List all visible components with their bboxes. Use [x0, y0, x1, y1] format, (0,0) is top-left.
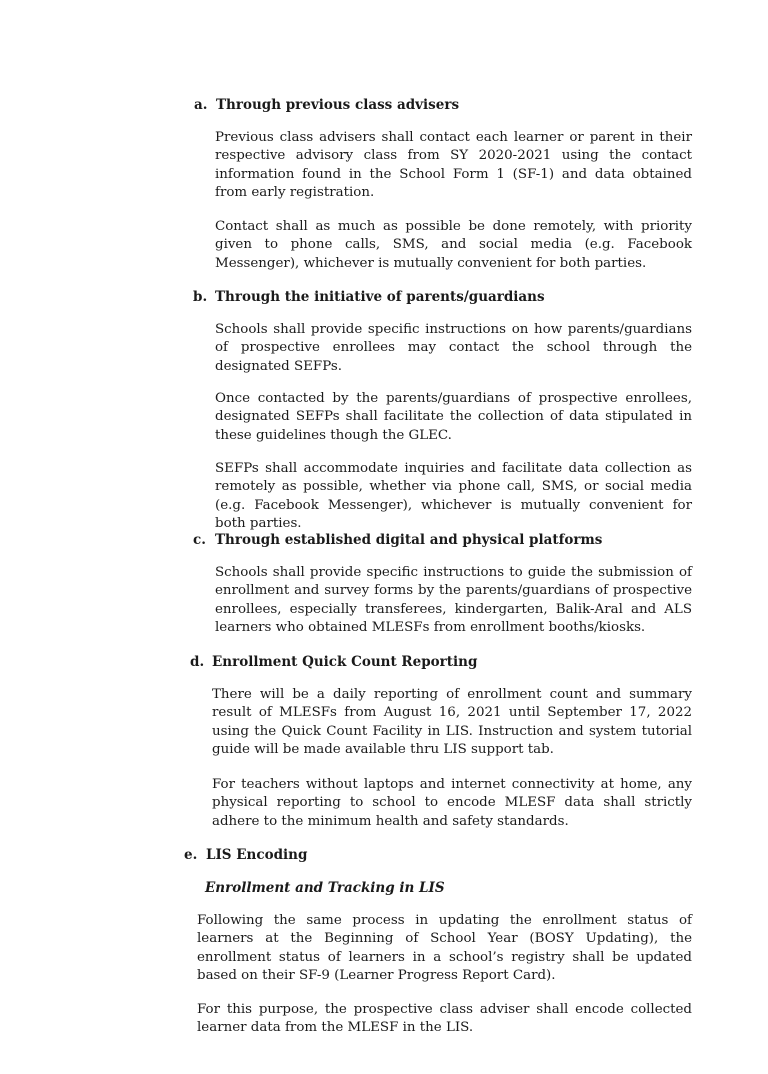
section-c-title: Through established digital and physical platforms — [215, 532, 603, 548]
section-b-paragraph-2: Once contacted by the parents/guardians of prospective enrollees, designated SEFPs shall facilitate the collection of data stipulated in these guidelines though the GLEC. — [215, 391, 692, 443]
section-d-heading — [190, 654, 477, 670]
section-c-letter: c. — [193, 532, 206, 548]
section-b-heading — [193, 289, 545, 305]
section-e-subtitle: Enrollment and Tracking in LIS — [205, 880, 445, 896]
section-b-paragraph-1: Schools shall provide specific instructions on how parents/guardians of prospective enrollees may contact the school through the designated SEFPs. — [215, 322, 692, 374]
section-d-letter: d. — [190, 654, 205, 670]
section-a-title: Through previous class advisers — [216, 97, 460, 113]
section-a-heading — [194, 97, 459, 113]
section-b-paragraph-3: SEFPs shall accommodate inquiries and facilitate data collection as remotely as possible, whether via phone call, SMS, or social media (e.g. Facebook Messenger), whichever is mutually convenient for both parties. — [215, 461, 692, 532]
section-a-paragraph-1: Previous class advisers shall contact each learner or parent in their respective advisory class from SY 2020-2021 using the contact information found in the School Form 1 (SF-1) and data obtained from early registration. — [215, 130, 692, 201]
section-a-letter: a. — [194, 97, 208, 113]
section-c-paragraph-1: Schools shall provide specific instructions to guide the submission of enrollment and survey forms by the parents/guardians of prospective enrollees, especially transferees, kindergarten, Balik-Aral and ALS learners who obtained MLESFs from enrollment booths/kiosks. — [215, 565, 692, 636]
section-a-paragraph-2: Contact shall as much as possible be done remotely, with priority given to phone calls, SMS, and social media (e.g. Facebook Messenger), whichever is mutually convenient for both parties. — [215, 219, 692, 271]
section-e-heading — [184, 847, 307, 863]
section-e-paragraph-2: For this purpose, the prospective class adviser shall encode collected learner data from the MLESF in the LIS. — [197, 1002, 692, 1036]
section-e-paragraph-1: Following the same process in updating the enrollment status of learners at the Beginning of School Year (BOSY Updating), the enrollment status of learners in a school’s registry shall be updated based on their SF-9 (Learner Progress Report Card). — [197, 913, 692, 984]
section-d-title: Enrollment Quick Count Reporting — [212, 654, 478, 670]
section-b-letter: b. — [193, 289, 208, 305]
section-e-title: LIS Encoding — [206, 847, 308, 863]
section-b-title: Through the initiative of parents/guardians — [215, 289, 545, 305]
section-c-heading — [193, 532, 602, 548]
section-d-paragraph-1: There will be a daily reporting of enrollment count and summary result of MLESFs from August 16, 2021 until September 17, 2022 using the Quick Count Facility in LIS. Instruction and system tutorial guide will be made available thru LIS support tab. — [212, 687, 692, 758]
section-d-paragraph-2: For teachers without laptops and internet connectivity at home, any physical reporting to school to encode MLESF data shall strictly adhere to the minimum health and safety standards. — [212, 777, 692, 829]
section-e-letter: e. — [184, 847, 198, 863]
